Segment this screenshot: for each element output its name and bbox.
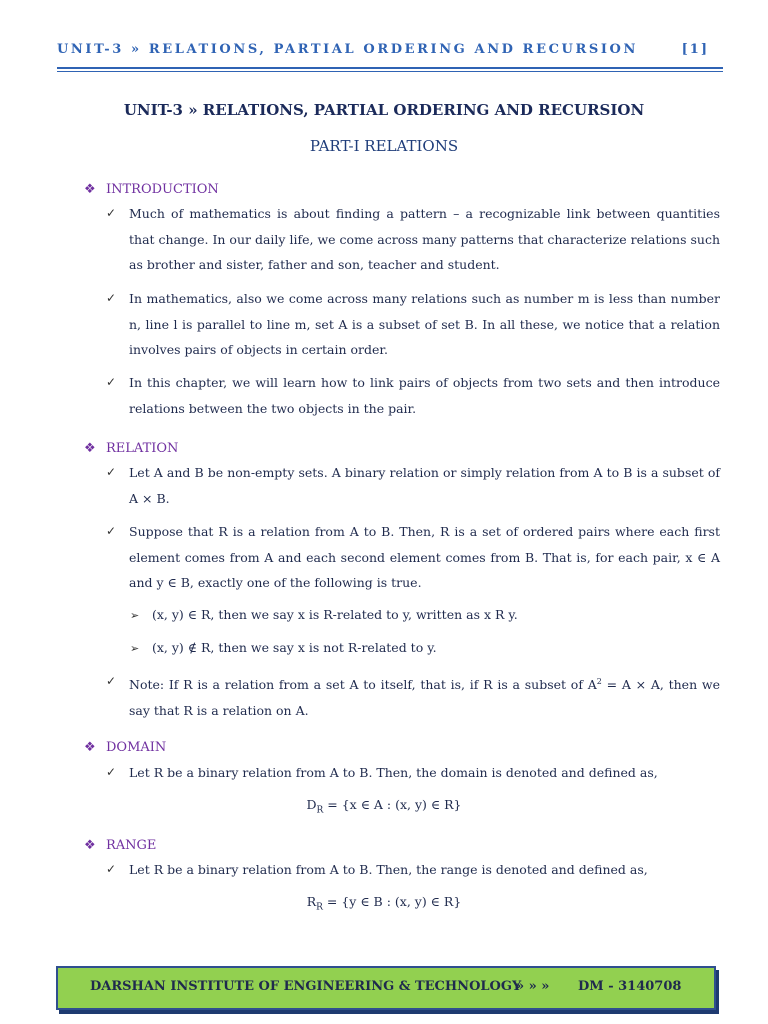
footer-code: DM - 3140708 <box>578 979 682 994</box>
diamond-bullet-icon: ❖ <box>84 441 96 456</box>
running-title: UNIT-3 » RELATIONS, PARTIAL ORDERING AND RECURSION <box>57 42 638 57</box>
checkmark-icon: ✓ <box>106 375 117 389</box>
list-item: ✓ Suppose that R is a relation from A to B. Then, R is a set of ordered pairs where each first element comes from A and each second element comes from B. That is, for each pair, x ∈ A and y ∈ B, exactly one of the following is true. <box>106 519 720 596</box>
section-heading-domain: ❖ DOMAIN <box>84 740 167 755</box>
checkmark-icon: ✓ <box>106 206 117 220</box>
list-item: ✓ Much of mathematics is about finding a pattern – a recognizable link between quantities that change. In our daily life, we come across many patterns that characterize relations such as brother and sister, father and son, teacher and student. <box>106 201 720 278</box>
section-heading-range: ❖ RANGE <box>84 838 157 853</box>
list-item: ✓ Let R be a binary relation from A to B. Then, the range is denoted and defined as, <box>106 857 720 883</box>
section-heading-introduction: ❖ INTRODUCTION <box>84 182 219 197</box>
sub-list-item: ➢ (x, y) ∉ R, then we say x is not R-related to y. <box>130 637 720 660</box>
checkmark-icon: ✓ <box>106 465 117 479</box>
list-item: ✓ In this chapter, we will learn how to link pairs of objects from two sets and then introduce relations between the two objects in the pair. <box>106 370 720 421</box>
list-item: ✓ In mathematics, also we come across many relations such as number m is less than number n, line l is parallel to line m, set A is a subset of set B. In all these, we notice that a relation involves pairs of objects in certain order. <box>106 286 720 363</box>
diamond-bullet-icon: ❖ <box>84 740 96 755</box>
arrow-bullet-icon: ➢ <box>130 609 140 622</box>
diamond-bullet-icon: ❖ <box>84 838 96 853</box>
checkmark-icon: ✓ <box>106 291 117 305</box>
list-item: ✓ Let R be a binary relation from A to B. Then, the domain is denoted and defined as, <box>106 760 720 786</box>
checkmark-icon: ✓ <box>106 862 117 876</box>
sub-list-item: ➢ (x, y) ∈ R, then we say x is R-related to y, written as x R y. <box>130 604 720 627</box>
footer-separator: » » » <box>516 979 550 994</box>
page-number: [1] <box>681 42 709 57</box>
checkmark-icon: ✓ <box>106 674 117 688</box>
diamond-bullet-icon: ❖ <box>84 182 96 197</box>
domain-formula: $D_R = \{x$ ∈ A : (x, y) ∈ R} <box>306 797 462 816</box>
footer-banner <box>56 966 716 1010</box>
checkmark-icon: ✓ <box>106 765 117 779</box>
checkmark-icon: ✓ <box>106 524 117 538</box>
header-rule-thin <box>57 71 723 72</box>
list-item-note: ✓ Note: If R is a relation from a set A to itself, that is, if R is a subset of $A^2 = A \times A$, then we say that R is a relation on A. <box>106 669 720 723</box>
header-rule <box>57 67 723 69</box>
section-heading-relation: ❖ RELATION <box>84 441 179 456</box>
list-item: ✓ Let A and B be non-empty sets. A binary relation or simply relation from A to B is a subset of A × B. <box>106 460 720 511</box>
arrow-bullet-icon: ➢ <box>130 642 140 655</box>
page-subtitle: PART-I RELATIONS <box>309 137 459 155</box>
running-header <box>57 42 723 57</box>
range-formula: $R_R = \{y$ ∈ B : (x, y) ∈ R} <box>306 894 462 913</box>
footer-institute: DARSHAN INSTITUTE OF ENGINEERING & TECHNOLOGY <box>90 979 522 994</box>
page-title: UNIT-3 » RELATIONS, PARTIAL ORDERING AND RECURSION <box>123 101 645 119</box>
